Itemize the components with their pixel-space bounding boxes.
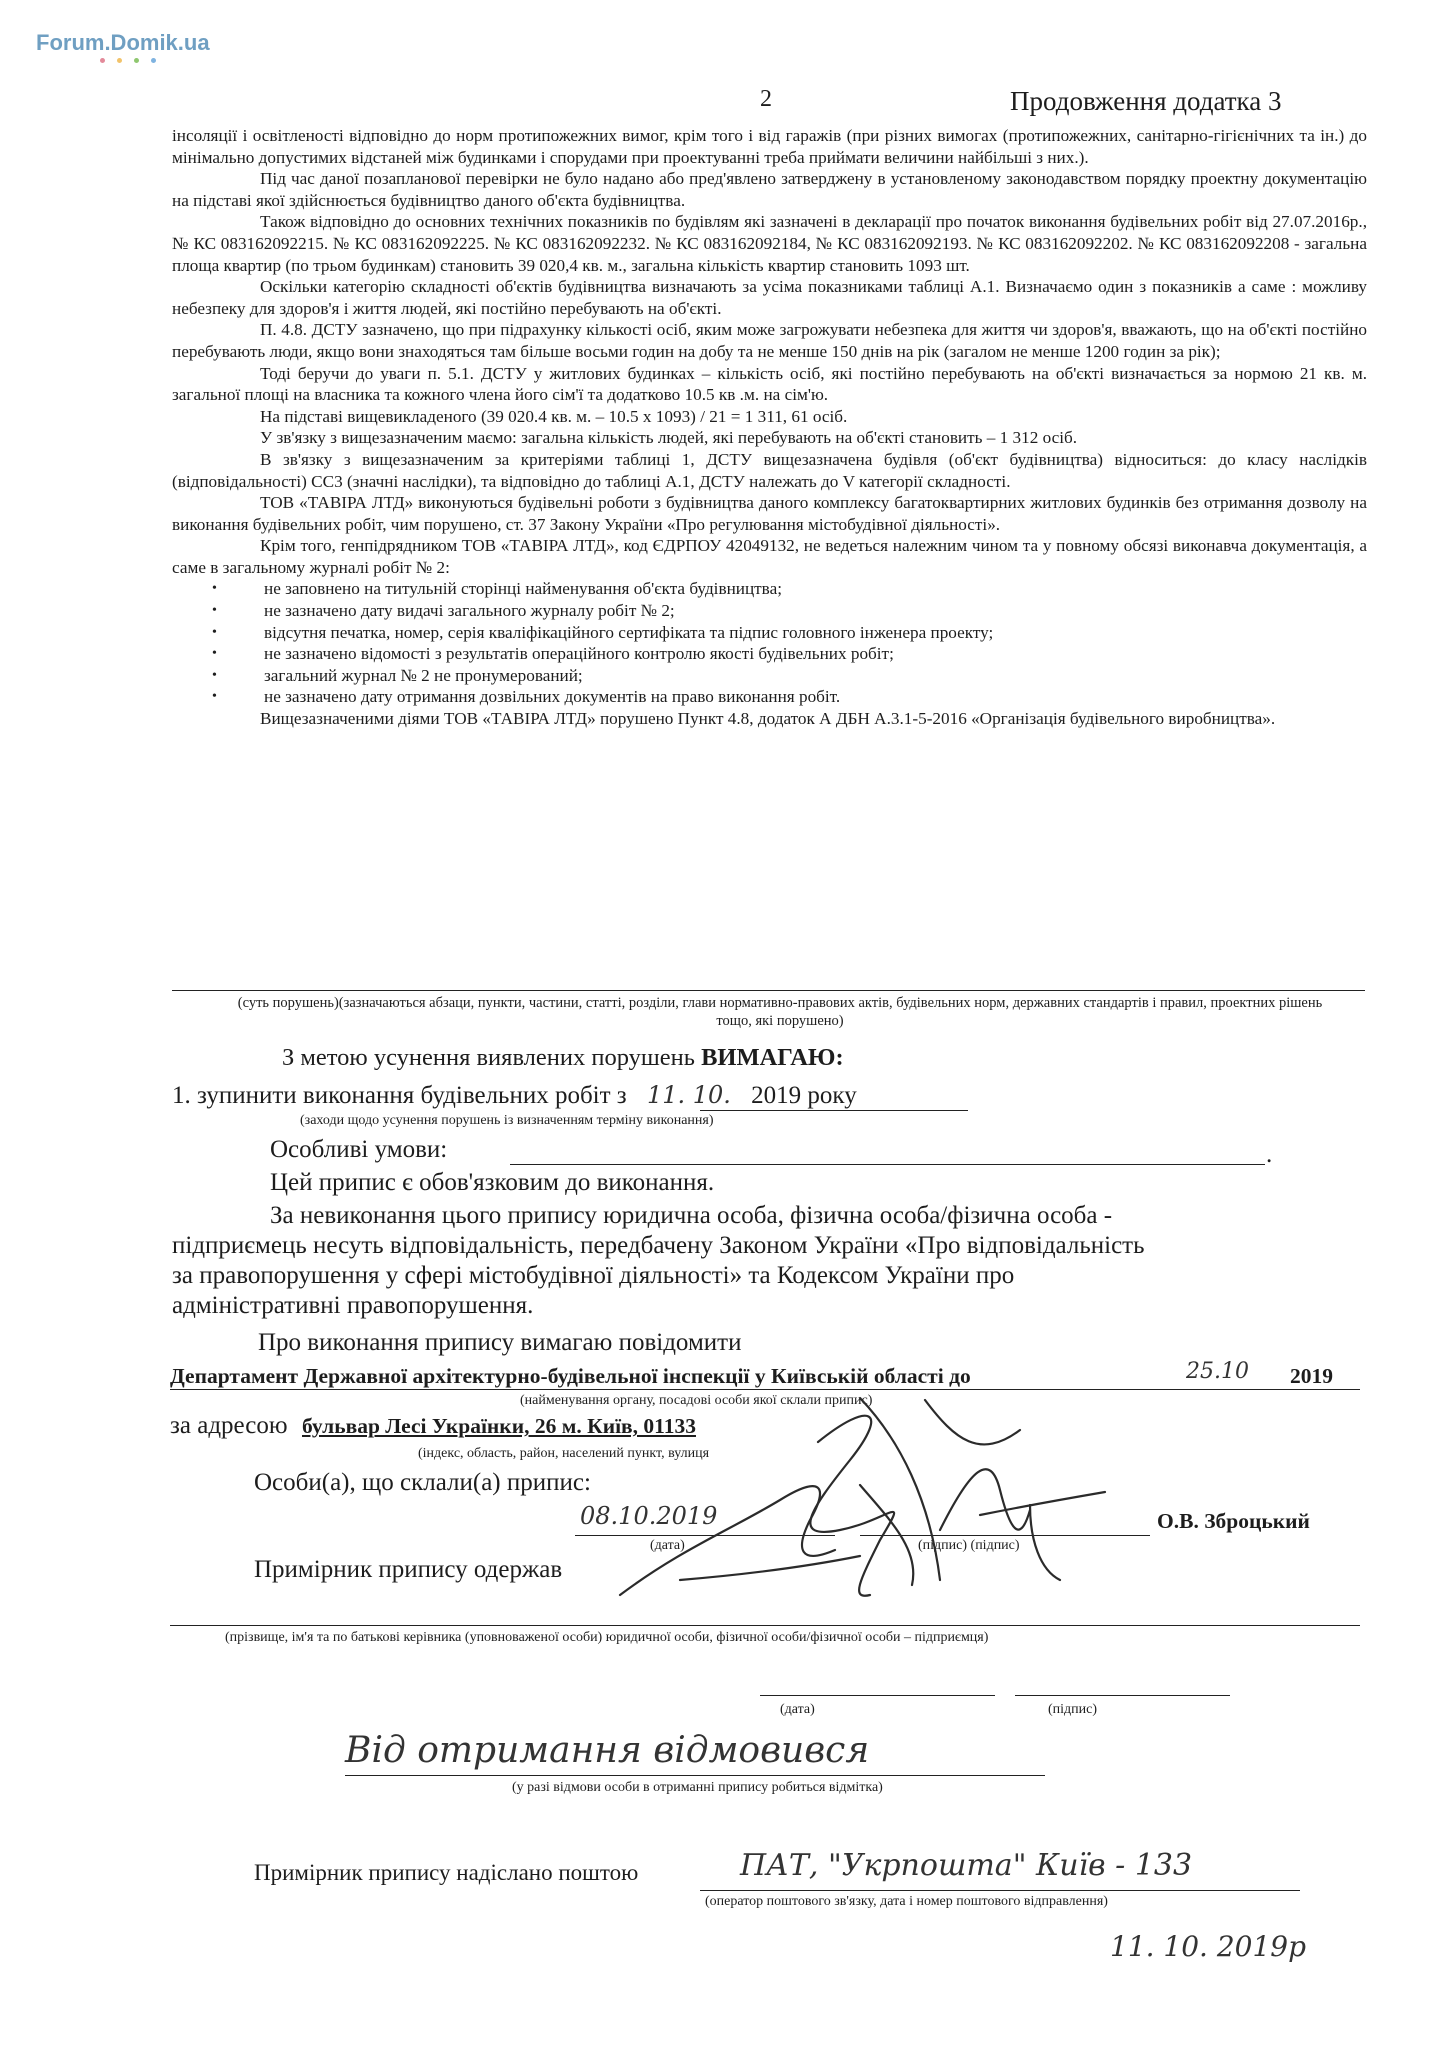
page-number: 2 [760,86,772,112]
paragraph: В зв'язку з вищезазначеним за критеріями таблиці 1, ДСТУ вищезазначена будівля (об'єкт будівництва) відноситься: до класу наслідків (відповідальності) СС3 (значні наслідки), та відповідно до таблиці А.1, ДСТУ належать до V категорії складності. [172,449,1367,491]
paragraph: На підставі вищевикладеного (39 020.4 кв. м. – 10.5 х 1093) / 21 = 1 311, 61 осіб. [260,406,848,426]
department-note: (найменування органу, посадові особи якої склали припис) [520,1393,873,1408]
signatory-name: О.В. Зброцький [1157,1509,1310,1533]
demand-intro-text: З метою усунення виявлених порушень [282,1044,695,1071]
watermark-dot [117,58,122,63]
signatories-label: Особи(а), що склали(а) припис: [254,1469,591,1496]
received-person-rule [170,1625,1360,1626]
received-sign-rule [1015,1695,1230,1696]
demand-date-rule [700,1110,968,1111]
liability-line: адміністративні правопорушення. [172,1292,534,1319]
received-date-rule [760,1695,995,1696]
received-label: Примірник припису одержав [254,1556,563,1583]
refusal-note: (у разі відмови особи в отриманні припису робиться відмітка) [512,1780,883,1795]
violation-rule [172,990,1365,991]
liability-line: за правопорушення у сфері містобудівної діяльності» та Кодексом України про [172,1262,1015,1289]
received-date-note: (дата) [780,1702,815,1717]
mail-date-handwritten: 11. 10. 2019р [1110,1930,1307,1963]
refusal-handwritten: Від отримання відмовився [345,1730,870,1771]
demand-note: (заходи щодо усунення порушень із визначенням терміну виконання) [300,1113,714,1128]
special-conditions-dot: . [1266,1141,1273,1168]
demand-intro [282,1043,844,1072]
demand-item-year: 2019 року [751,1082,857,1109]
watermark-dot [134,58,139,63]
list-item: • відсутня печатка, номер, серія кваліфікаційного сертифіката та підпис головного інженера проекту; [264,622,1367,644]
list-item: • не зазначено дату отримання дозвільних документів на право виконання робіт. [264,686,1367,708]
mail-handwritten: ПАТ, "Укрпошта" Київ - 133 [740,1848,1193,1883]
list-item: • не зазначено дату видачі загального журналу робіт № 2; [264,600,1367,622]
violation-summary: Вищезазначеними діями ТОВ «ТАВІРА ЛТД» порушено Пункт 4.8, додаток А ДБН А.3.1-5-2016 «Організація будівельного виробництва». [260,709,1276,729]
paragraph: П. 4.8. ДСТУ зазначено, що при підрахунку кількості осіб, яким може загрожувати небезпека для життя чи здоров'я, вважають, що на об'єкті постійно перебувають люди, якщо вони знаходяться там більше восьми годин на добу та не менше 150 днів на рік (загалом не менше 1200 годин за рік); [172,320,1367,361]
watermark-dots [100,58,156,63]
paragraph: інсоляції і освітленості відповідно до норм протипожежних вимог, крім того і від гаражів (при різних вимогах (протипожежних, санітарно-гігієнічних та ін.) до мінімально допустимих відстаней між будинками і спорудами при проектуванні треба приймати величини найбільші з них.). [172,126,1367,167]
list-item: • не заповнено на титульній сторінці найменування об'єкта будівництва; [264,578,1367,600]
demand-item-text: 1. зупинити виконання будівельних робіт з [172,1082,627,1109]
obligatory-text: Цей припис є обов'язковим до виконання. [270,1169,715,1196]
received-sign-note: (підпис) [1048,1702,1098,1717]
paragraph: Під час даної позапланової перевірки не було надано або пред'явлено затверджену в установленому законодавством порядку проектну документацію на підставі якої здійснюється будівництво даного об'єкта будівництва. [172,169,1367,210]
liability-line: За невиконання цього припису юридична особа, фізична особа/фізична особа - [270,1202,1113,1229]
special-conditions-label: Особливі умови: [270,1136,448,1163]
paragraph: У зв'язку з вищезазначеним маємо: загальна кількість людей, які перебувають на об'єкті становить – 1 312 осіб. [260,428,1078,448]
demand-intro-bold: ВИМАГАЮ: [701,1044,844,1071]
signing-sign-note: (підпис) (підпис) [918,1538,1020,1553]
forum-watermark: Forum.Domik.ua [36,30,210,55]
report-label: Про виконання припису вимагаю повідомити [258,1329,742,1356]
violations-list [172,578,1367,708]
mail-note: (оператор поштового зв'язку, дата і номер поштового відправлення) [705,1894,1108,1909]
address-value: бульвар Лесі Українки, 26 м. Київ, 01133 [302,1414,696,1438]
address-label: за адресою [170,1412,288,1439]
signing-date-note: (дата) [650,1538,685,1553]
watermark-dot [100,58,105,63]
refusal-rule [345,1775,1045,1776]
document-body [172,125,1367,730]
received-person-note: (прізвище, ім'я та по батькові керівника (уповноваженої особи) юридичної особи, фізичної особи/фізичної особи – підприємця) [225,1630,989,1645]
address-note: (індекс, область, район, населений пункт, вулиця [418,1446,710,1461]
signature-scribble [560,1380,1120,1620]
report-date-handwritten: 25.10 [1186,1359,1249,1384]
paragraph: Крім того, генпідрядником ТОВ «ТАВІРА ЛТД», код ЄДРПОУ 42049132, не ведеться належним чином та у повному обсязі виконавча документація, а саме в загальному журналі робіт № 2: [172,536,1367,577]
signing-date-handwritten: 08.10.2019 [580,1502,718,1530]
list-item: • загальний журнал № 2 не пронумерований; [264,665,1367,687]
demand-date-handwritten: 11. 10. [646,1081,731,1109]
paragraph: Тоді беручи до уваги п. 5.1. ДСТУ у житлових будинках – кількість осіб, які постійно перебувають на об'єкті визначається за нормою 21 кв. м. загальної площі на власника та кожного члена його сім'ї та додатково 10.5 кв .м. на сім'ю. [172,363,1367,405]
report-year: 2019 [1290,1364,1333,1388]
liability-line: підприємець несуть відповідальність, передбачену Законом України «Про відповідальність [172,1232,1145,1259]
watermark-dot [151,58,156,63]
paragraph: ТОВ «ТАВІРА ЛТД» виконуються будівельні роботи з будівництва даного комплексу багатоквартирних житлових будинків без отримання дозволу на виконання будівельних робіт, чим порушено, ст. 37 Закону України «Про регулювання містобудівної діяльності». [172,493,1367,534]
paragraph: Оскільки категорію складності об'єктів будівництва визначають за усіма показниками таблиці А.1. Визначаємо один з показників а саме : можливу небезпеку для здоров'я і життя людей, які постійно перебувають на об'єкті. [172,277,1367,318]
continuation-title: Продовження додатка 3 [1010,86,1282,116]
list-item: • не зазначено відомості з результатів операційного контролю якості будівельних робіт; [264,643,1367,665]
violation-note: (суть порушень)(зазначаються абзаци, пункти, частини, статті, розділи, глави нормативно-правових актів, будівельних норм, державних стандартів і правил, проектних рішень тощо, які порушено) [237,995,1323,1029]
mail-rule [700,1890,1300,1891]
paragraph: Також відповідно до основних технічних показників по будівлям які зазначені в декларації про початок виконання будівельних робіт від 27.07.2016р., № КС 083162092215. № КС 083162092225. № КС 083162092232. № КС 083162092184, № КС 083162092193. № КС 083162092202. № КС 083162092208 - загальна площа квартир (по трьом будинкам) становить 39 020,4 кв. м., загальна кількість квартир становить 1093 шт. [172,212,1367,275]
department-name: Департамент Державної архітектурно-будівельної інспекції у Київській області до [170,1364,971,1388]
special-conditions-rule [510,1164,1265,1165]
mail-label: Примірник припису надіслано поштою [254,1860,639,1885]
demand-item [172,1080,857,1111]
